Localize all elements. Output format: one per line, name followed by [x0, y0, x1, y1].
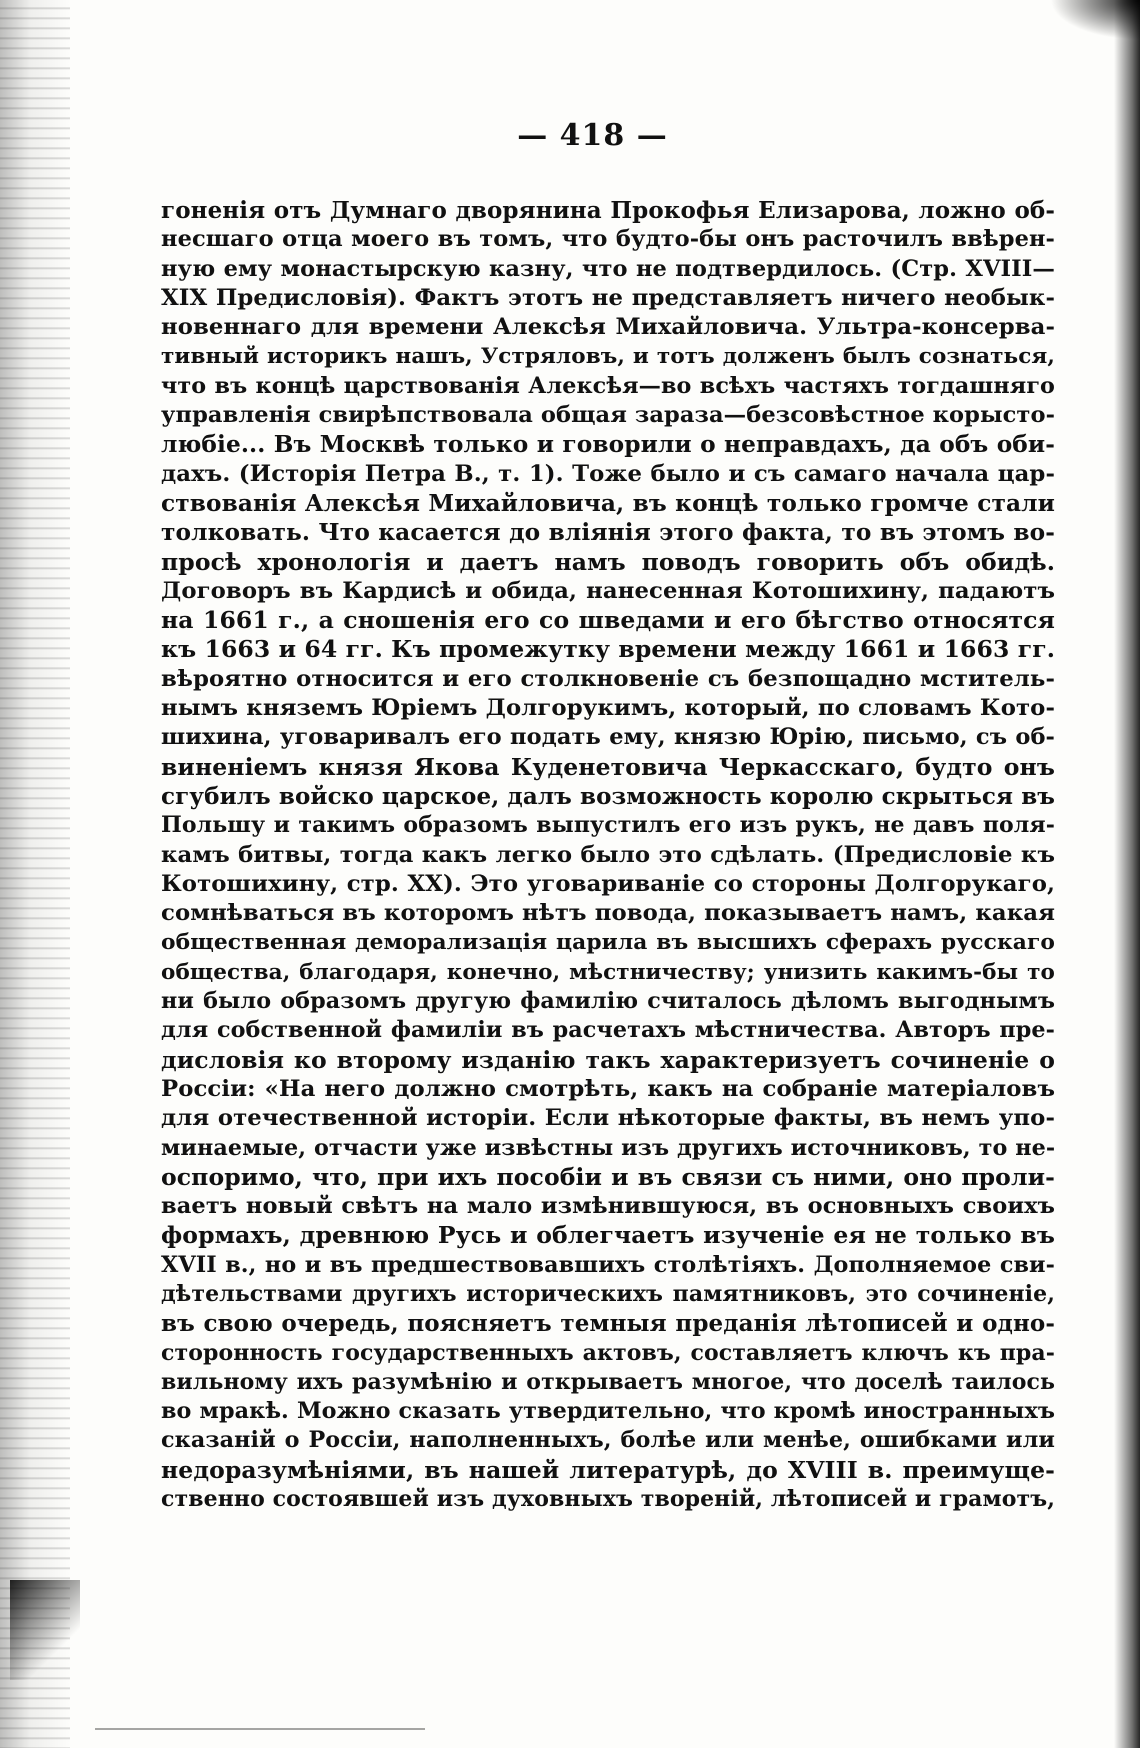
text-line: Россіи: «На него должно смотрѣть, какъ на собраніе матеріаловъ: [161, 1075, 1055, 1102]
text-line: ваетъ новый свѣтъ на мало измѣнившуюся, въ основныхъ своихъ: [161, 1193, 1055, 1220]
scan-corner-bottom-left: [10, 1580, 80, 1680]
text-line: въ свою очередь, поясняетъ темныя преданія лѣтописей и одно-: [161, 1310, 1055, 1338]
text-line: Котошихину, стр. XX). Это уговариваніе со стороны Долгорукаго,: [161, 870, 1055, 897]
text-line: что въ концѣ царствованія Алексѣя—во всѣхъ частяхъ тогдашняго: [161, 372, 1055, 399]
text-line: формахъ, древнюю Русь и облегчаетъ изученіе ея не только въ: [161, 1221, 1055, 1250]
text-line: сказаній о Россіи, наполненныхъ, болѣе или менѣе, ошибками или: [161, 1427, 1055, 1454]
text-line: Договоръ въ Кардисѣ и обида, нанесенная Котошихину, падаютъ: [161, 577, 1055, 604]
text-line: Польшу и такимъ образомъ выпустилъ его изъ рукъ, не давъ поля-: [161, 812, 1055, 839]
text-line: общества, благодаря, конечно, мѣстничеству; унизить какимъ-бы то: [161, 959, 1055, 985]
text-line: дахъ. (Исторія Петра В., т. 1). Тоже было и съ самаго начала цар-: [161, 460, 1055, 487]
text-line: камъ битвы, тогда какъ легко было это сдѣлать. (Предисловіе къ: [161, 841, 1055, 868]
text-line: минаемые, отчасти уже извѣстны изъ другихъ источниковъ, то не-: [161, 1134, 1055, 1161]
text-line: вильному ихъ разумѣнію и открываетъ многое, что доселѣ таилось: [161, 1368, 1055, 1395]
text-line: для собственной фамиліи въ расчетахъ мѣстничества. Авторъ пре-: [161, 1017, 1055, 1044]
text-line: управленія свирѣпствовала общая зараза—безсовѣстное корысто-: [161, 402, 1055, 429]
text-line: толковать. Что касается до вліянія этого факта, то въ этомъ во-: [161, 519, 1055, 547]
text-line: любіе... Въ Москвѣ только и говорили о неправдахъ, да объ оби-: [161, 431, 1055, 459]
scan-edge-right: [1114, 0, 1140, 1748]
scan-bottom-mark: [95, 1728, 425, 1730]
scan-edge-left: [0, 0, 70, 1748]
text-line: ственно состоявшей изъ духовныхъ твореній, лѣтописей и грамотъ,: [161, 1486, 1055, 1513]
text-line: нымъ княземъ Юріемъ Долгорукимъ, который, по словамъ Кото-: [161, 695, 1055, 722]
text-line: ную ему монастырскую казну, что не подтвердилось. (Стр. XVIII—: [161, 255, 1055, 282]
text-line: XVII в., но и въ предшествовавшихъ столѣтіяхъ. Дополняемое сви-: [161, 1251, 1055, 1278]
text-line: для отечественной исторіи. Если нѣкоторые факты, въ немъ упо-: [161, 1105, 1055, 1132]
text-line: оспоримо, что, при ихъ пособіи и въ связи съ ними, оно проли-: [161, 1162, 1055, 1191]
text-line: XIX Предисловія). Фактъ этотъ не представляетъ ничего необык-: [161, 284, 1055, 311]
text-line: къ 1663 и 64 гг. Къ промежутку времени между 1661 и 1663 гг.: [161, 635, 1055, 664]
body-text: [161, 196, 1055, 1514]
text-line: сторонность государственныхъ актовъ, составляетъ ключъ къ пра-: [161, 1339, 1055, 1366]
text-line: сгубилъ войско царское, далъ возможность королю скрыться въ: [161, 782, 1055, 810]
text-line: дисловія ко второму изданію такъ характеризуетъ сочиненіе о: [161, 1045, 1055, 1074]
scan-corner-top-right: [1050, 0, 1140, 40]
text-line: несшаго отца моего въ томъ, что будто-бы онъ расточилъ ввѣрен-: [161, 226, 1055, 253]
text-line: на 1661 г., а сношенія его со шведами и его бѣгство относятся: [161, 606, 1055, 635]
text-line: шихина, уговаривалъ его подать ему, князю Юрію, письмо, съ об-: [161, 724, 1055, 751]
text-line: тивный историкъ нашъ, Устряловъ, и тотъ долженъ былъ сознаться,: [161, 344, 1055, 370]
text-line: сомнѣваться въ которомъ нѣтъ повода, показываетъ намъ, какая: [161, 900, 1055, 927]
text-line: дѣтельствами другихъ историческихъ памятниковъ, это сочиненіе,: [161, 1280, 1055, 1307]
text-line: просѣ хронологія и даетъ намъ поводъ говорить объ обидѣ.: [161, 547, 1055, 576]
text-line: ни было образомъ другую фамилію считалось дѣломъ выгоднымъ: [161, 988, 1055, 1015]
text-line: общественная деморализація царила въ высшихъ сферахъ русскаго: [161, 930, 1055, 956]
text-line: новеннаго для времени Алексѣя Михайловича. Ультра-консерва-: [161, 314, 1055, 341]
page-number: — 418 —: [517, 118, 668, 153]
text-line: во мракѣ. Можно сказать утвердительно, что кромѣ иностранныхъ: [161, 1398, 1055, 1425]
text-line: гоненія отъ Думнаго дворянина Прокофья Елизарова, ложно об-: [161, 197, 1055, 224]
text-line: виненіемъ князя Якова Куденетовича Черкасскаго, будто онъ: [161, 752, 1055, 781]
text-line: недоразумѣніями, въ нашей литературѣ, до XVIII в. преимуще-: [161, 1455, 1055, 1484]
text-line: вѣроятно относится и его столкновеніе съ безпощадно мститель-: [161, 665, 1055, 692]
text-line: ствованія Алексѣя Михайловича, въ концѣ только громче стали: [161, 489, 1055, 517]
